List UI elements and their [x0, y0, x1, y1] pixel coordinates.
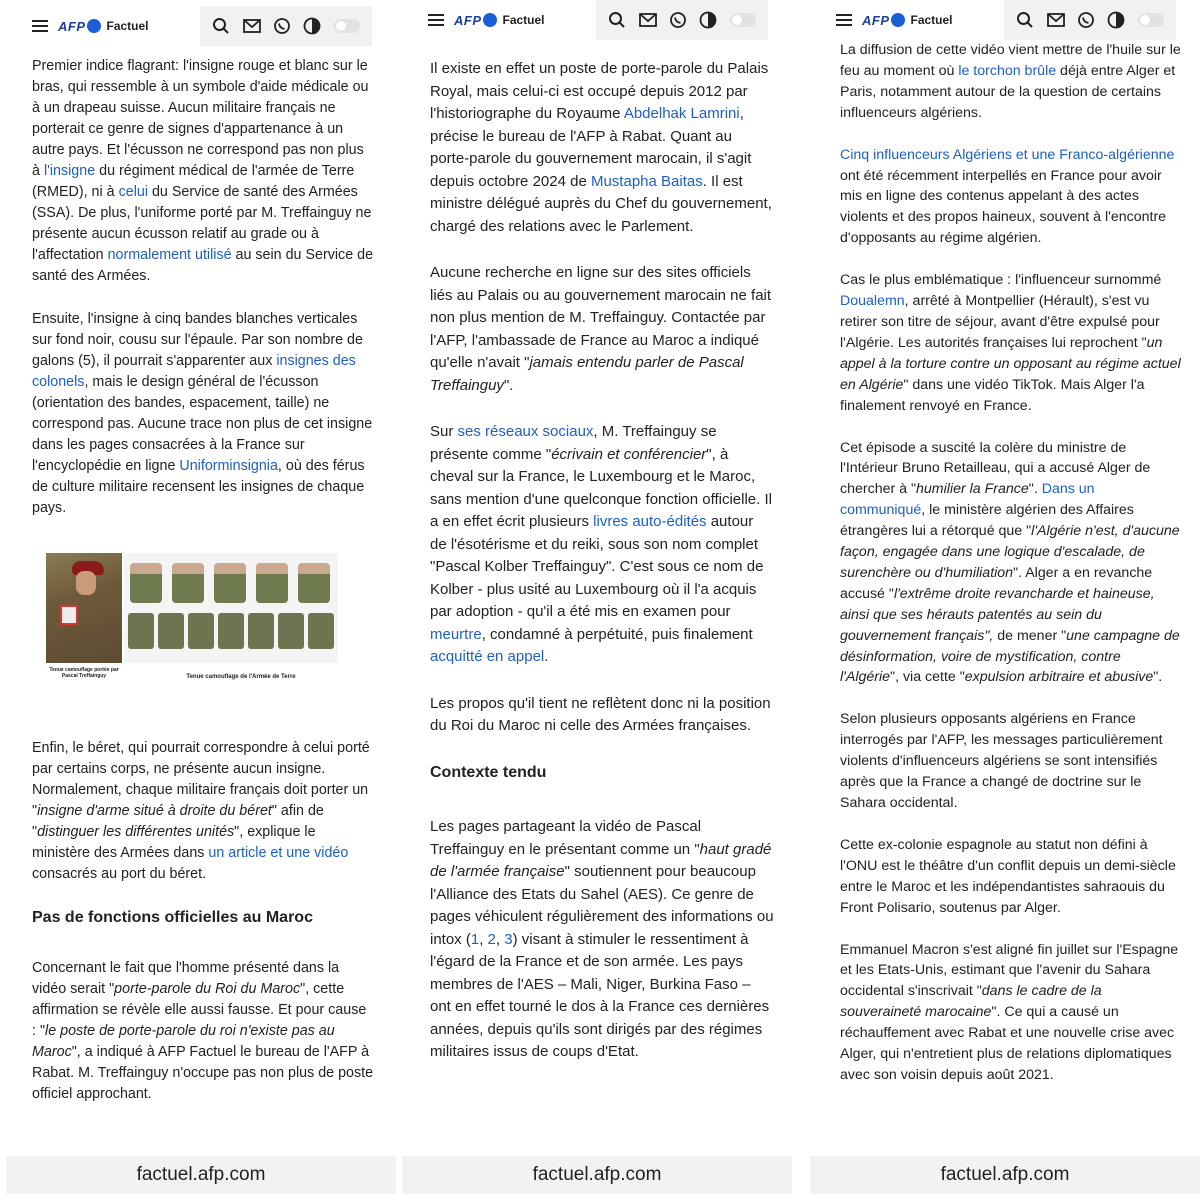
contrast-icon[interactable]: [303, 17, 321, 35]
paragraph-text: , le ministère algérien des Affaires étrangères lui a rétorqué que ": [840, 502, 1134, 540]
article-link[interactable]: Dans un communiqué: [840, 481, 1095, 519]
paragraph-text: ,: [479, 930, 488, 948]
menu-icon[interactable]: [428, 13, 444, 27]
article-link[interactable]: Cinq influenceurs Algériens et une Franco-algérienne: [840, 146, 1175, 163]
url-bar[interactable]: [810, 1156, 1200, 1194]
site-header: [416, 0, 768, 40]
quote-text: expulsion arbitraire et abusive: [964, 669, 1154, 686]
article-link[interactable]: livres auto-édités: [593, 513, 707, 530]
paragraph-text: ". Ce qui a causé un réchauffement avec Rabat et une nouvelle crise avec Alger, qui n'entretient plus de relations diplomatiques avec son voisin depuis août 2021.: [840, 1004, 1175, 1083]
paragraph-text: Cette ex-colonie espagnole au statut non défini à l'ONU est le théâtre d'un conflit depuis un demi-siècle entre le Maroc et les indépendantistes sahraouis du Front Polisario, soutenus par Alger.: [840, 836, 1176, 916]
article-link[interactable]: un article et une vidéo: [208, 845, 349, 861]
paragraph-text: ", a indiqué à AFP Factuel le bureau de l'AFP à Rabat. M. Treffainguy n'occupe pas non plus de poste officiel approchant.: [32, 1044, 374, 1102]
contrast-icon[interactable]: [699, 11, 717, 29]
paragraph-text: consacrés au port du béret.: [32, 866, 207, 882]
paragraph-text: ".: [1028, 481, 1042, 498]
menu-icon[interactable]: [836, 13, 852, 27]
paragraph-text: , où des férus de culture militaire recensent les insignes de chaque pays.: [32, 458, 365, 516]
paragraph-text: Selon plusieurs opposants algériens en France interrogés par l'AFP, les messages particulièrement violents d'influenceurs algériens se sont intensifiés après que la France a changé de doctrine sur le Sahara occidental.: [840, 711, 1163, 811]
article-link[interactable]: acquitté en appel: [430, 648, 545, 665]
article-link[interactable]: Doualemn: [840, 293, 905, 310]
afp-logo-dot: [891, 13, 905, 27]
afp-logo-dot: [87, 19, 101, 33]
quote-text: une campagne de désinformation, voire de mystification, contre l'Algérie: [840, 627, 1180, 686]
quote-text: le poste de porte-parole du roi n'existe pas au Maroc: [32, 1023, 335, 1060]
article-link[interactable]: celui: [118, 184, 148, 200]
afp-logo-dot: [483, 13, 497, 27]
theme-toggle[interactable]: [1138, 13, 1164, 27]
quote-text: écrivain et conférencier: [551, 445, 707, 463]
header-actions: [1004, 0, 1176, 40]
quote-text: l'Algérie n'est, d'aucune façon, engagée dans une logique d'escalade, de surenchère ou d'humiliation: [840, 523, 1180, 581]
whatsapp-icon[interactable]: [273, 17, 291, 35]
paragraph: [32, 958, 374, 1105]
afp-logo[interactable]: [454, 13, 497, 28]
photo-pascal-treffainguy: [46, 553, 122, 663]
article-link[interactable]: insignes des colonels: [32, 353, 356, 390]
paragraph-text: Cet épisode a suscité la colère du ministre de l'Intérieur Bruno Retailleau, qui a accusé Alger de chercher à ": [840, 439, 1151, 498]
image-caption-right: Tenue camouflage de l'Armée de Terre: [186, 674, 296, 680]
brand-name[interactable]: Factuel: [106, 19, 149, 33]
paragraph-text: , arrêté à Montpellier (Hérault), s'est vu retirer son titre de séjour, avant d'être expulsé pour l'Algérie. Les autorités françaises lui reprochent ": [840, 293, 1160, 351]
paragraph: [840, 940, 1182, 1086]
article-link[interactable]: 1: [470, 930, 480, 948]
contrast-icon[interactable]: [1107, 11, 1125, 29]
paragraph-text: autour de l'ésotérisme et du reiki, sous son nom complet "Pascal Kolber Treffainguy". C'est sous ce nom de Kolber - plus usité au Luxembourg où il l'a acquis par adoption - qu'il a été mis en examen pour: [430, 513, 764, 620]
quote-text: un appel à la torture contre un opposant au régime actuel en Algérie: [840, 334, 1181, 393]
paragraph-text: Ensuite, l'insigne à cinq bandes blanches verticales sur fond noir, cousu sur l'épaule. Par son nombre de galons (5), il pourrait s'apparenter aux: [32, 311, 363, 369]
header-actions: [200, 6, 372, 46]
paragraph: [840, 270, 1182, 416]
paragraph: [430, 262, 774, 397]
paragraph-text: ", cette affirmation se révèle elle aussi fausse. Et pour cause : ": [32, 981, 367, 1039]
url-text: factuel.afp.com: [532, 1164, 662, 1185]
search-icon[interactable]: [212, 17, 230, 35]
url-bar[interactable]: [402, 1156, 792, 1194]
paragraph-text: .: [544, 648, 549, 665]
paragraph-text: Sur: [430, 423, 458, 440]
site-header: [20, 6, 372, 46]
paragraph-text: . Il est ministre délégué auprès du Chef du gouvernement, chargé des relations avec le Parlement.: [430, 172, 772, 235]
afp-logo[interactable]: [862, 13, 905, 28]
paragraph-text: , M. Treffainguy se présente comme ": [430, 423, 717, 463]
url-text: factuel.afp.com: [136, 1164, 266, 1185]
paragraph: [840, 40, 1182, 124]
paragraph-text: déjà entre Alger et Paris, notamment autour de la question de certains influenceurs algériens.: [840, 62, 1176, 121]
screenshot-panel-3: [810, 0, 1200, 1200]
menu-icon[interactable]: [32, 19, 48, 33]
paragraph: [32, 56, 374, 287]
photo-army-uniforms: [124, 553, 338, 663]
site-header: [824, 0, 1176, 40]
paragraph-text: Enfin, le béret, qui pourrait correspondre à celui porté par certains corps, ne présente aucun insigne. Normalement, chaque militaire français doit porter un ": [32, 740, 370, 819]
paragraph-text: ". Alger a en revanche accusé ": [840, 564, 1153, 602]
paragraph: [430, 421, 774, 669]
brand-name[interactable]: Factuel: [910, 13, 953, 27]
article-link[interactable]: Abdelhak Lamrini: [623, 105, 740, 122]
quote-text: insigne d'arme situé à droite du béret: [37, 803, 272, 819]
paragraph-text: ".: [503, 376, 514, 394]
article-link[interactable]: le torchon brûle: [958, 62, 1057, 79]
article-body: [840, 40, 1182, 1107]
paragraph-text: Concernant le fait que l'homme présenté dans la vidéo serait ": [32, 960, 340, 997]
paragraph-text: , précise le bureau de l'AFP à Rabat. Quant au porte-parole du gouvernement marocain, il s'agit depuis octobre 2024 de: [430, 105, 752, 190]
paragraph-text: Cas le plus emblématique : l'influenceur surnommé: [840, 272, 1162, 289]
paragraph-text: de mener ": [993, 627, 1067, 644]
paragraph-text: Emmanuel Macron s'est aligné fin juillet sur l'Espagne et les Etats-Unis, estimant que l'avenir du Sahara occidental s'inscrivait ": [840, 941, 1179, 1000]
article-link[interactable]: Uniforminsignia: [179, 458, 278, 474]
whatsapp-icon[interactable]: [669, 11, 687, 29]
paragraph-text: Aucune recherche en ligne sur des sites officiels liés au Palais ou au gouvernement marocain ne fait non plus mention de M. Treffainguy. Contactée par l'AFP, l'ambassade de France au Maroc a indiqué qu'elle n'avait ": [430, 264, 772, 371]
afp-logo[interactable]: [58, 19, 101, 34]
paragraph-text: Les propos qu'il tient ne reflètent donc ni la position du Roi du Maroc ni celle des Armées françaises.: [430, 694, 771, 734]
paragraph: [430, 58, 774, 238]
paragraph-text: La diffusion de cette vidéo vient mettre de l'huile sur le feu au moment où: [840, 42, 1181, 79]
article-body: [430, 58, 774, 1088]
paragraph-text: , condamné à perpétuité, puis finalement: [481, 625, 753, 643]
article-body: [32, 56, 374, 1127]
paragraph-text: ".: [1153, 669, 1163, 686]
mail-icon[interactable]: [1047, 13, 1065, 27]
afp-logo-text: AFP: [58, 18, 86, 34]
paragraph-text: " afin de ": [32, 803, 324, 840]
quote-text: humilier la France: [916, 481, 1029, 498]
paragraph-text: ) visant à stimuler le ressentiment à l'égard de la France et de son armée. Les pays membres de l'AES – Mali, Niger, Burkina Faso – ont en effet tourné le dos à la France ces dernières années, depuis qu'ils sont dirigés par des régimes militaires issus de coups d'Etat.: [430, 930, 770, 1060]
article-link[interactable]: l'insigne: [43, 163, 96, 179]
quote-text: distinguer les différentes unités: [37, 824, 235, 840]
paragraph-text: du Service de santé des Armées (SSA). De plus, l'uniforme porté par M. Treffainguy ne présente aucun écusson relatif au grade ou à l'affectation: [32, 184, 372, 263]
theme-toggle[interactable]: [334, 19, 360, 33]
paragraph-text: " dans une vidéo TikTok. Mais Alger l'a finalement renvoyé en France.: [840, 376, 1145, 414]
paragraph: [32, 309, 374, 519]
whatsapp-icon[interactable]: [1077, 11, 1095, 29]
quote-text: jamais entendu parler de Pascal Treffainguy: [430, 354, 744, 394]
screenshot-panel-1: [6, 0, 396, 1200]
section-heading: Pas de fonctions officielles au Maroc: [32, 909, 313, 926]
search-icon[interactable]: [1016, 11, 1034, 29]
paragraph-text: ", explique le ministère des Armées dans: [32, 824, 316, 861]
image-caption-left: Tenue camouflage portée par Pascal Treffainguy: [49, 667, 119, 679]
paragraph: [430, 693, 774, 738]
paragraph-text: du régiment médical de l'armée de Terre (RMED), ni à: [32, 163, 355, 200]
paragraph-text: " soutiennent pour beaucoup l'Alliance des Etats du Sahel (AES). Ce genre de pages véhiculent régulièrement des informations ou intox (: [430, 863, 774, 948]
mail-icon[interactable]: [243, 19, 261, 33]
paragraph: [840, 145, 1182, 250]
article-link[interactable]: 2: [487, 930, 496, 948]
article-link[interactable]: 3: [504, 930, 513, 948]
mail-icon[interactable]: [639, 13, 657, 27]
paragraph: [430, 816, 774, 1064]
paragraph-text: ", via cette ": [890, 669, 965, 686]
paragraph: [32, 738, 374, 885]
paragraph-text: ont été récemment interpellés en France pour avoir mis en ligne des contenus appelant à des actes violents et des propos haineux, souvent à l'encontre d'opposants au régime algérien.: [840, 167, 1167, 247]
section-heading: Contexte tendu: [430, 763, 547, 781]
screenshot-panel-2: [402, 0, 792, 1200]
quote-text: dans le cadre de la souveraineté marocaine: [840, 983, 1102, 1021]
header-actions: [596, 0, 768, 40]
article-link[interactable]: Mustapha Baitas: [590, 172, 703, 190]
article-link[interactable]: ses réseaux sociaux: [457, 423, 594, 440]
quote-text: porte-parole du Roi du Maroc: [114, 981, 301, 997]
url-text: factuel.afp.com: [940, 1164, 1070, 1185]
brand-name[interactable]: Factuel: [502, 13, 545, 27]
article-link[interactable]: normalement utilisé: [107, 247, 232, 263]
paragraph-text: , mais le design général de l'écusson (orientation des bandes, espacement, taille) ne correspond pas. Aucune trace non plus de cet insigne dans les pages consacrées à la France sur l'encyclopédie en ligne: [32, 374, 373, 474]
paragraph-text: Il existe en effet un poste de porte-parole du Palais Royal, mais celui-ci est occupé depuis 2012 par l'historiographe du Royaume: [430, 60, 769, 122]
paragraph-text: ", à cheval sur la France, le Luxembourg et le Maroc, sans mention d'une quelconque fonction officielle. Il a en effet écrit plusieurs: [430, 445, 772, 530]
paragraph-text: ,: [495, 930, 505, 948]
theme-toggle[interactable]: [730, 13, 756, 27]
paragraph-text: au sein du Service de santé des Armées.: [32, 247, 374, 284]
quote-text: haut gradé de l'armée française: [430, 840, 772, 880]
paragraph: [840, 835, 1182, 919]
search-icon[interactable]: [608, 11, 626, 29]
paragraph: [840, 438, 1182, 689]
paragraph-text: Les pages partageant la vidéo de Pascal Treffainguy en le présentant comme un ": [430, 818, 702, 858]
article-link[interactable]: meurtre: [430, 625, 482, 643]
paragraph: [840, 709, 1182, 814]
afp-logo-text: AFP: [454, 12, 482, 28]
uniform-comparison-image: [46, 553, 338, 698]
quote-text: l'extrême droite revancharde et haineuse, ainsi que ses hérauts patentés au sein du gouvernement français",: [840, 585, 1155, 644]
afp-logo-text: AFP: [862, 12, 890, 28]
paragraph-text: Premier indice flagrant: l'insigne rouge et blanc sur le bras, qui ressemble à un symbole d'aide médicale ou à un drapeau suisse. Aucun militaire français ne porterait ce genre de signes d'appartenance à un autre pays. Et l'écusson ne correspond pas non plus à: [32, 58, 369, 179]
url-bar[interactable]: [6, 1156, 396, 1194]
